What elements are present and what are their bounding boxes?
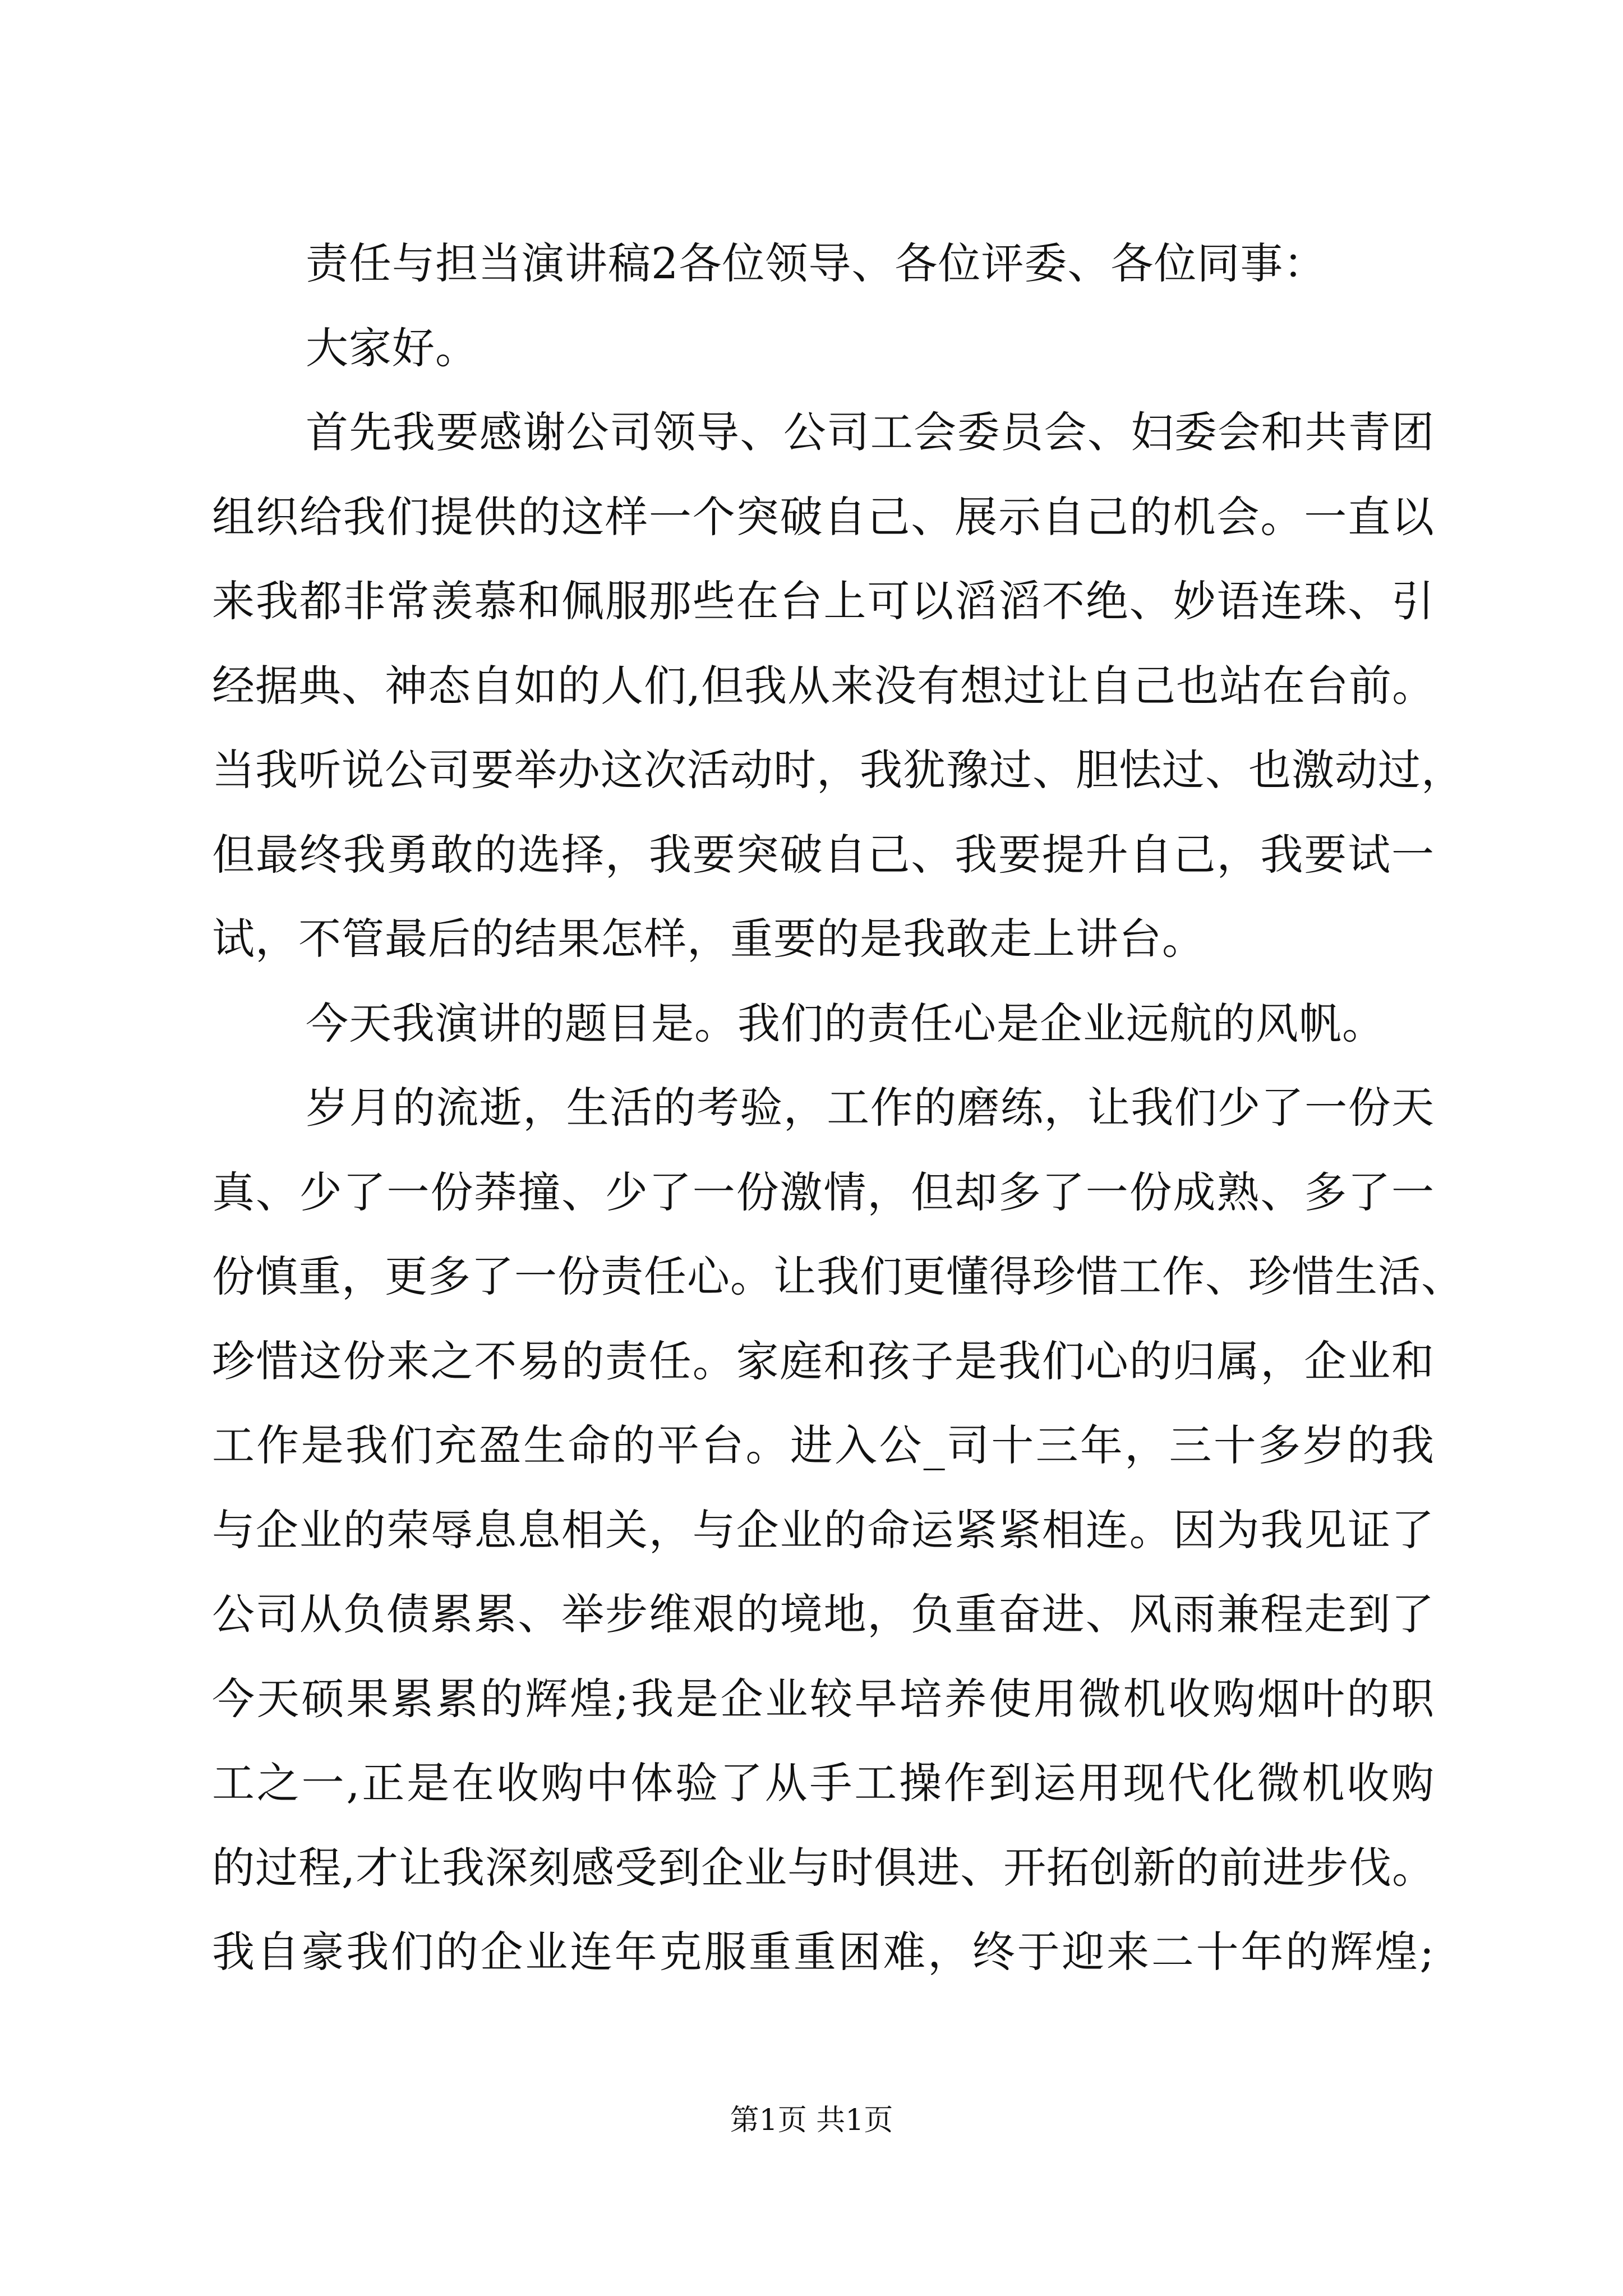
text-line: 岁月的流逝，生活的考验，工作的磨练，让我们少了一份天 [306, 1083, 1435, 1133]
text-line: 真、少了一份莽撞、少了一份激情，但却多了一份成熟、多了一 [212, 1167, 1435, 1217]
text-line: 但最终我勇敢的选择，我要突破自己、我要提升自己，我要试一 [212, 829, 1435, 880]
text-line-greeting: 大家好。 [306, 323, 478, 373]
text-line-title: 责任与担当演讲稿2各位领导、各位评委、各位同事： [306, 238, 1327, 288]
text-line: 我自豪我们的企业连年克服重重困难，终于迎来二十年的辉煌; [212, 1927, 1435, 1977]
text-line: 经据典、神态自如的人们,但我从来没有想过让自己也站在台前。 [212, 660, 1436, 711]
text-line: 试，不管最后的结果怎样，重要的是我敢走上讲台。 [212, 914, 1205, 964]
text-line: 来我都非常羡慕和佩服那些在台上可以滔滔不绝、妙语连珠、引 [212, 576, 1435, 626]
text-line: 公司从负债累累、举步维艰的境地，负重奋进、风雨兼程走到了 [212, 1589, 1435, 1639]
text-line: 工作是我们充盈生命的平台。进入公_司十三年，三十多岁的我 [212, 1420, 1435, 1470]
text-line: 珍惜这份来之不易的责任。家庭和孩子是我们心的归属，企业和 [212, 1336, 1435, 1386]
page-number-footer: 第1页 共1页 [730, 2104, 893, 2137]
document-body [212, 222, 1464, 1995]
text-line: 首先我要感谢公司领导、公司工会委员会、妇委会和共青团 [306, 407, 1435, 457]
text-line: 组织给我们提供的这样一个突破自己、展示自己的机会。一直以 [212, 491, 1435, 542]
text-line: 与企业的荣辱息息相关，与企业的命运紧紧相连。因为我见证了 [212, 1504, 1435, 1555]
text-line: 的过程,才让我深刻感受到企业与时俱进、开拓创新的前进步伐。 [212, 1842, 1436, 1893]
text-line: 份慎重，更多了一份责任心。让我们更懂得珍惜工作、珍惜生活、 [212, 1251, 1464, 1301]
text-line: 工之一,正是在收购中体验了从手工操作到运用现代化微机收购 [212, 1758, 1435, 1808]
text-line: 今天我演讲的题目是。我们的责任心是企业远航的风帆。 [306, 998, 1385, 1048]
text-line: 今天硕果累累的辉煌;我是企业较早培养使用微机收购烟叶的职 [212, 1673, 1435, 1724]
text-line: 当我听说公司要举办这次活动时，我犹豫过、胆怯过、也激动过， [212, 745, 1464, 795]
